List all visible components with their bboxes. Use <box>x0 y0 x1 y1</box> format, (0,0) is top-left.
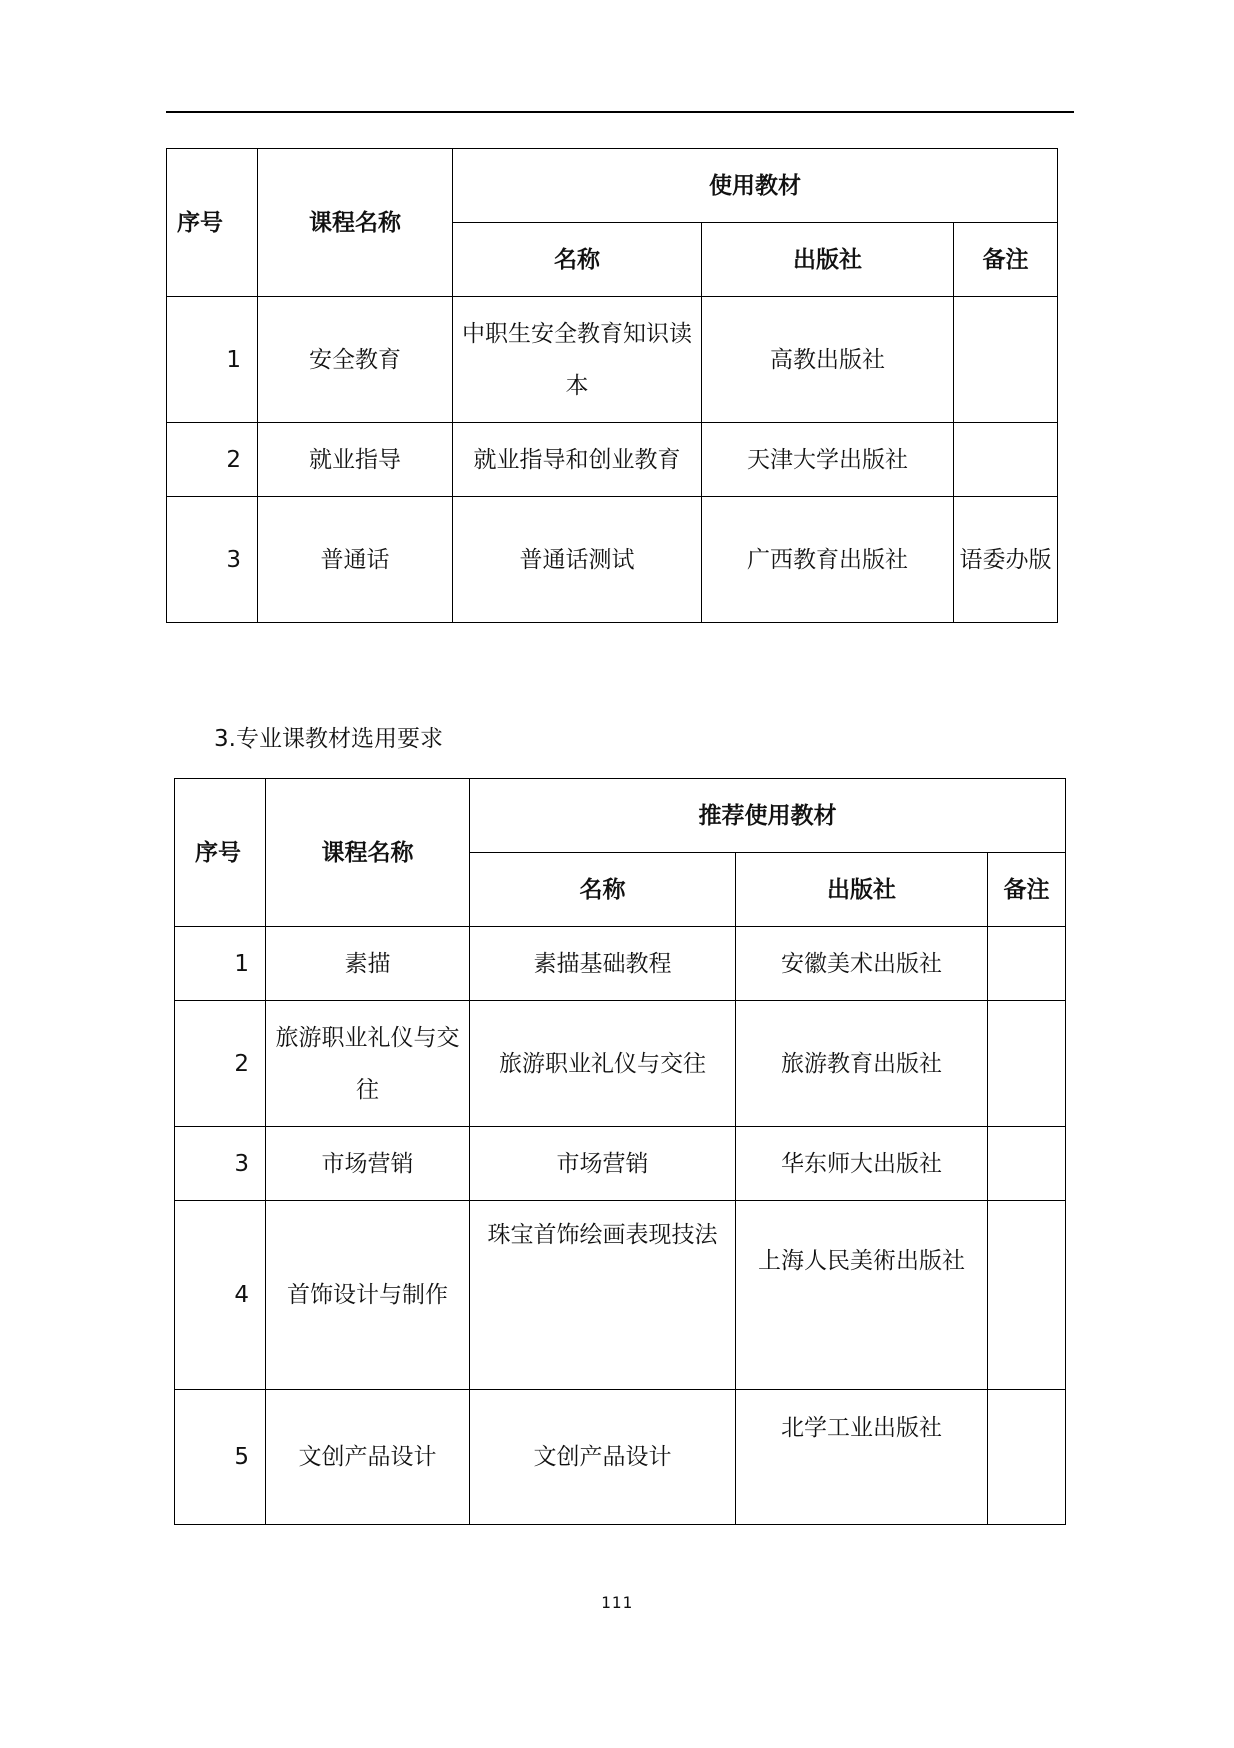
row-index: 2 <box>175 1001 266 1127</box>
row-publisher: 高教出版社 <box>702 297 954 423</box>
row-course: 就业指导 <box>258 423 453 497</box>
row-note: 语委办版 <box>954 497 1058 623</box>
row-index: 2 <box>167 423 258 497</box>
header-course: 课程名称 <box>258 149 453 297</box>
row-note <box>954 297 1058 423</box>
row-textbook-name: 中职生安全教育知识读本 <box>453 297 702 423</box>
row-index: 3 <box>175 1127 266 1201</box>
row-publisher: 安徽美术出版社 <box>736 927 988 1001</box>
row-note <box>988 1127 1066 1201</box>
table-row <box>175 1201 1066 1390</box>
row-publisher: 广西教育出版社 <box>702 497 954 623</box>
row-note <box>988 1390 1066 1525</box>
row-course: 安全教育 <box>258 297 453 423</box>
header-course: 课程名称 <box>266 779 470 927</box>
header-note: 备注 <box>954 223 1058 297</box>
section-title: 3.专业课教材选用要求 <box>214 726 443 752</box>
row-textbook-name: 市场营销 <box>470 1127 736 1201</box>
row-index: 1 <box>175 927 266 1001</box>
header-name: 名称 <box>453 223 702 297</box>
table-row <box>175 1127 1066 1201</box>
row-publisher: 天津大学出版社 <box>702 423 954 497</box>
header-name: 名称 <box>470 853 736 927</box>
page-number: 111 <box>601 1593 633 1612</box>
row-textbook-name: 珠宝首饰绘画表现技法 <box>470 1201 736 1390</box>
row-publisher: 华东师大出版社 <box>736 1127 988 1201</box>
header-materials: 使用教材 <box>453 149 1058 223</box>
row-textbook-name: 普通话测试 <box>453 497 702 623</box>
table-row <box>175 1001 1066 1127</box>
major-textbook-table <box>174 778 1066 1525</box>
row-textbook-name: 旅游职业礼仪与交往 <box>470 1001 736 1127</box>
row-textbook-name: 就业指导和创业教育 <box>453 423 702 497</box>
header-materials: 推荐使用教材 <box>470 779 1066 853</box>
row-course: 旅游职业礼仪与交往 <box>266 1001 470 1127</box>
row-index: 5 <box>175 1390 266 1525</box>
row-course: 首饰设计与制作 <box>266 1201 470 1390</box>
row-course: 素描 <box>266 927 470 1001</box>
row-note <box>988 927 1066 1001</box>
row-publisher: 上海人民美術出版社 <box>736 1201 988 1390</box>
row-note <box>988 1001 1066 1127</box>
row-course: 普通话 <box>258 497 453 623</box>
header-index: 序号 <box>175 779 266 927</box>
row-publisher: 北学工业出版社 <box>736 1390 988 1525</box>
general-textbook-table <box>166 148 1058 623</box>
row-course: 市场营销 <box>266 1127 470 1201</box>
header-publisher: 出版社 <box>702 223 954 297</box>
row-course: 文创产品设计 <box>266 1390 470 1525</box>
header-note: 备注 <box>988 853 1066 927</box>
row-textbook-name: 文创产品设计 <box>470 1390 736 1525</box>
table-row <box>175 927 1066 1001</box>
row-textbook-name: 素描基础教程 <box>470 927 736 1001</box>
row-index: 4 <box>175 1201 266 1390</box>
table-row <box>167 423 1058 497</box>
header-rule <box>166 111 1074 113</box>
row-index: 3 <box>167 497 258 623</box>
table-row <box>167 297 1058 423</box>
row-note <box>954 423 1058 497</box>
table-row <box>167 497 1058 623</box>
row-index: 1 <box>167 297 258 423</box>
header-publisher: 出版社 <box>736 853 988 927</box>
header-index: 序号 <box>167 149 258 297</box>
table-row <box>175 1390 1066 1525</box>
row-publisher: 旅游教育出版社 <box>736 1001 988 1127</box>
row-note <box>988 1201 1066 1390</box>
